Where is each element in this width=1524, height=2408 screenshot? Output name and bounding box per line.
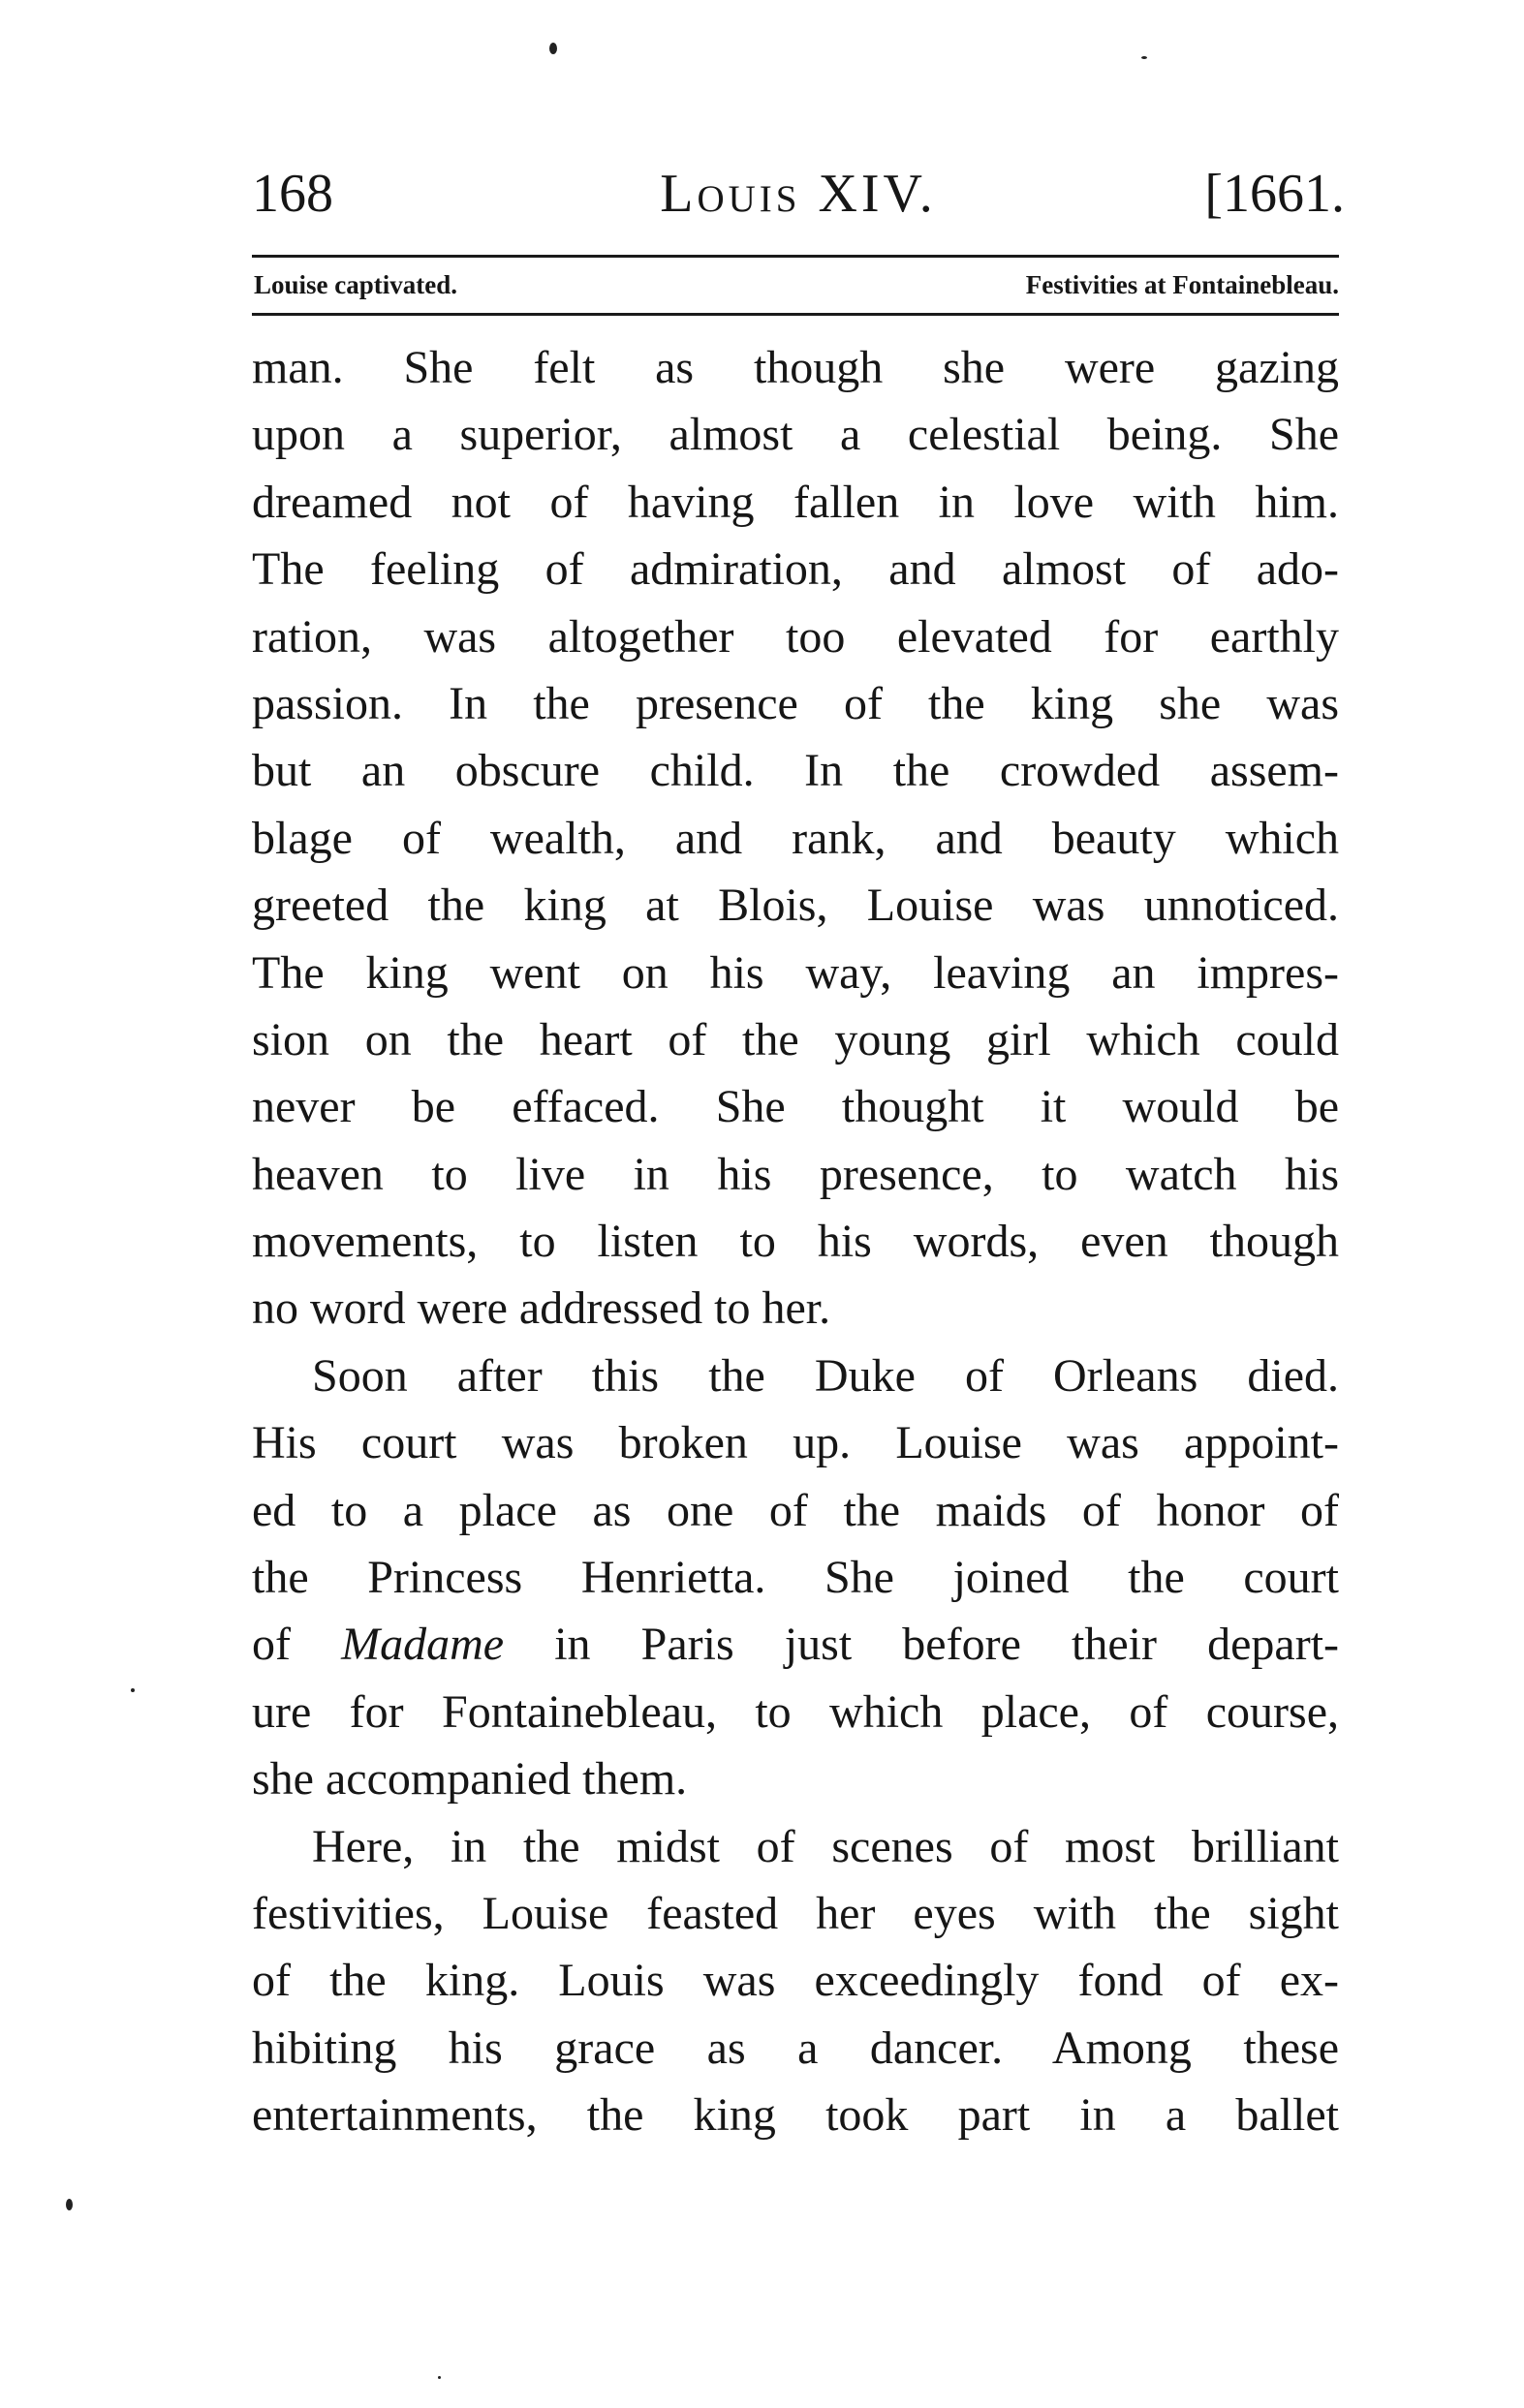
- text-line: ed to a place as one of the maids of honor of: [252, 1484, 1339, 1536]
- italic-word: Madame: [341, 1619, 505, 1671]
- header-rule-top: [252, 255, 1339, 258]
- ink-speck: [438, 2376, 441, 2379]
- text-line: no word were addressed to her.: [252, 1282, 831, 1335]
- paragraph-3: [252, 1813, 1339, 2149]
- text-line: greeted the king at Blois, Louise was unnoticed.: [252, 880, 1339, 932]
- text-line: upon a superior, almost a celestial being. She: [252, 409, 1339, 461]
- text-line: Here, in the midst of scenes of most brilliant: [312, 1820, 1339, 1872]
- text-line: blage of wealth, and rank, and beauty which: [252, 812, 1339, 864]
- page-number: 168: [252, 164, 333, 224]
- text-line: Soon after this the Duke of Orleans died.: [312, 1349, 1339, 1402]
- ink-speck: [1141, 56, 1147, 59]
- text-line: heaven to live in his presence, to watch his: [252, 1148, 1339, 1200]
- text-line: passion. In the presence of the king she was: [252, 677, 1339, 729]
- text-line: His court was broken up. Louise was appoint-: [252, 1417, 1339, 1469]
- text-fragment: in Paris just before their depart-: [504, 1619, 1340, 1671]
- sidenote-left: Louise captivated.: [254, 270, 458, 299]
- text-line: entertainments, the king took part in a ballet: [252, 2089, 1339, 2142]
- sidenote-right: Festivities at Fontainebleau.: [1025, 270, 1339, 299]
- text-line: she accompanied them.: [252, 1753, 688, 1806]
- text-line: the Princess Henrietta. She joined the court: [252, 1552, 1339, 1604]
- ink-speck: [549, 43, 557, 54]
- text-line: never be effaced. She thought it would be: [252, 1081, 1339, 1133]
- ink-speck: [66, 2199, 73, 2210]
- text-line: movements, to listen to his words, even though: [252, 1216, 1339, 1268]
- text-line: man. She felt as though she were gazing: [252, 342, 1339, 393]
- text-line: sion on the heart of the young girl which could: [252, 1013, 1339, 1065]
- ink-speck: [131, 1688, 135, 1692]
- header-rule-bottom: [252, 313, 1339, 316]
- text-line: dreamed not of having fallen in love with him.: [252, 476, 1339, 528]
- text-line: of the king. Louis was exceedingly fond of ex-: [252, 1955, 1339, 2007]
- text-line: hibiting his grace as a dancer. Among these: [252, 2022, 1339, 2074]
- paragraph-1: [252, 334, 1339, 1343]
- text-line: ration, was altogether too elevated for earthly: [252, 610, 1339, 663]
- paragraph-2: [252, 1343, 1339, 1813]
- text-line: but an obscure child. In the crowded assem-: [252, 745, 1339, 797]
- body-text: [252, 334, 1339, 2149]
- text-line: The feeling of admiration, and almost of ado-: [252, 543, 1339, 596]
- running-head: [252, 155, 1345, 232]
- text-fragment: of: [252, 1619, 342, 1671]
- text-line: The king went on his way, leaving an impres-: [252, 946, 1339, 999]
- running-year: [1661.: [1204, 164, 1345, 224]
- text-line: festivities, Louise feasted her eyes with the sight: [252, 1887, 1339, 1939]
- text-line: ure for Fontainebleau, to which place, of course,: [252, 1685, 1339, 1738]
- running-title: Louis XIV.: [660, 164, 937, 224]
- text-line-with-italic: [252, 1611, 1339, 1678]
